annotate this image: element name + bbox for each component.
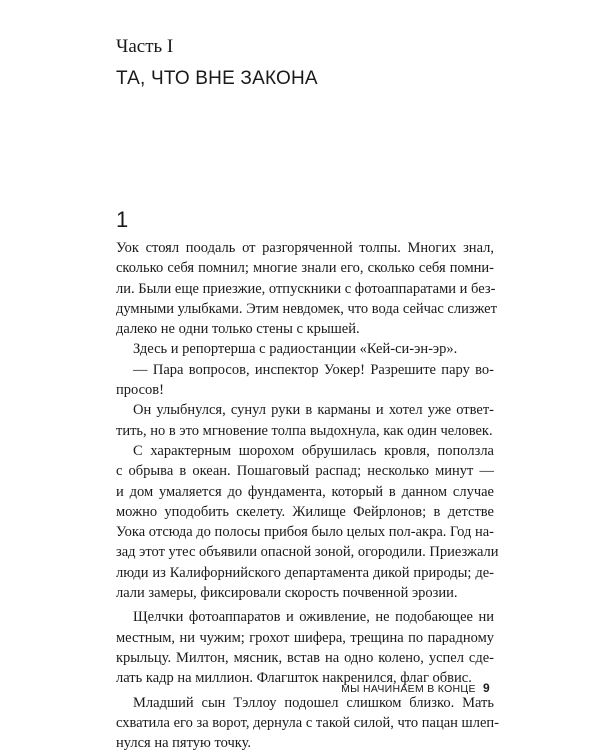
- part-title: ТА, ЧТО ВНЕ ЗАКОНА: [116, 68, 318, 89]
- text-line: сколько себя помнил; многие знали его, сколько себя помни-: [116, 260, 494, 277]
- text-line: можно уподобить скелету. Жилище Фейрлонов; в детстве: [116, 503, 494, 520]
- text-line: с обрыва в океан. Пошаговый распад; несколько минут —: [116, 463, 494, 480]
- text-line: Уок стоял поодаль от разгоряченной толпы. Многих знал,: [116, 240, 494, 256]
- text-line: нулся на пятую точку.: [116, 735, 252, 752]
- running-title: МЫ НАЧИНАЕМ В КОНЦЕ: [341, 683, 476, 695]
- text-line: крыльцу. Милтон, мясник, встав на одно колено, успел сде-: [116, 649, 494, 666]
- text-line: схватила его за ворот, дернула с такой силой, что пацан шлеп-: [116, 714, 499, 731]
- chapter-body: [116, 238, 499, 753]
- text-line: местным, ни чужим; грохот шифера, трещина по парадному: [116, 629, 494, 646]
- text-line: ли. Были еще приезжие, отпускники с фотоаппаратами и без-: [116, 280, 496, 297]
- chapter-number: 1: [116, 207, 129, 232]
- text-line: думными улыбками. Этим невдомек, что вода сейчас слизжет: [116, 300, 497, 317]
- part-label: Часть I: [116, 36, 174, 57]
- text-line: Младший сын Тэллоу подошел слишком близко. Мать: [133, 694, 494, 711]
- text-line: Уока отсюда до полосы прибоя было целых пол-акра. Год на-: [116, 524, 494, 541]
- text-line: просов!: [116, 382, 164, 399]
- text-line: С характерным шорохом обрушилась кровля, поползла: [133, 442, 494, 459]
- text-line: зад этот утес объявили опасной зоной, огородили. Приезжали: [116, 544, 499, 561]
- text-line: лать кадр на миллион. Флагшток накренился, флаг обвис.: [116, 670, 472, 687]
- text-line: тить, но в это мгновение толпа выдохнула, как один человек.: [116, 422, 493, 439]
- page-number: 9: [483, 681, 490, 695]
- text-line: Он улыбнулся, сунул руки в карманы и хотел уже ответ-: [133, 402, 494, 419]
- text-line: далеко не одни только стены с крышей.: [116, 321, 360, 338]
- text-line: люди из Калифорнийского департамента дикой природы; де-: [116, 564, 494, 581]
- text-line: и дом умаляется до фундамента, который в данном случае: [116, 483, 494, 500]
- text-line: Здесь и репортерша с радиостанции «Кей-си-эн-эр».: [133, 341, 458, 358]
- text-line: лали замеры, фиксировали скорость почвенной эрозии.: [116, 585, 458, 602]
- page-footer: [300, 681, 490, 696]
- text-line: — Пара вопросов, инспектор Уокер! Разрешите пару во-: [133, 361, 494, 378]
- text-line: Щелчки фотоаппаратов и оживление, не подобающее ни: [133, 609, 494, 626]
